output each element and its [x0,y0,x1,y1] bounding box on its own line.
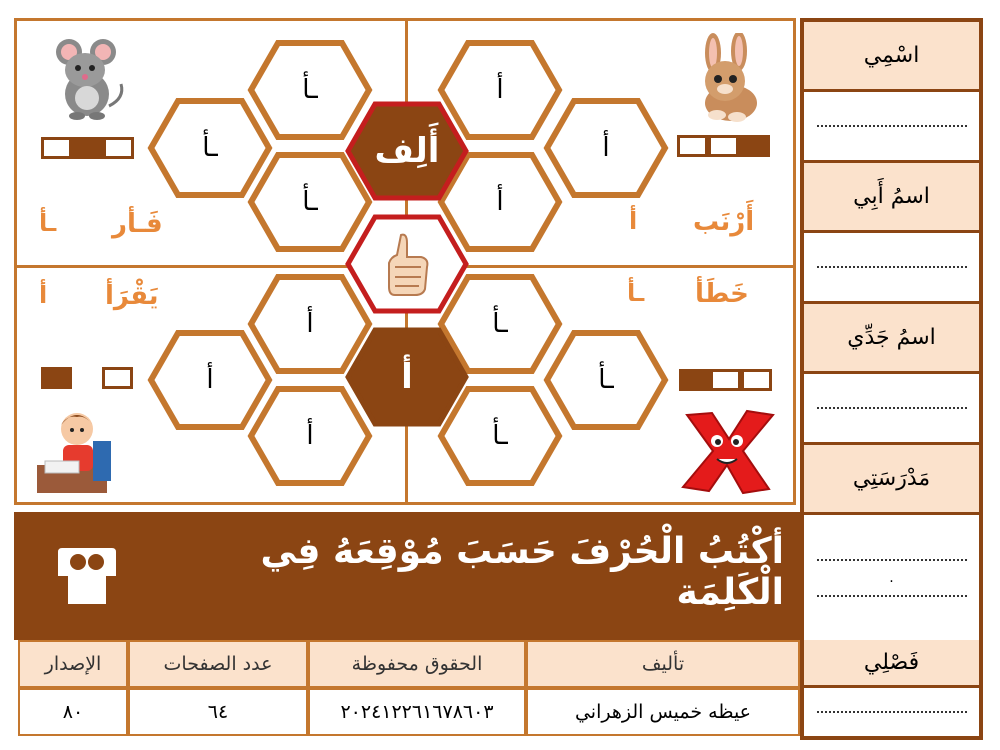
letter-hint: أ [629,207,638,235]
position-boxes-start [677,135,770,157]
dotted-line [817,266,967,268]
position-box-filled [739,135,770,157]
hex-letter: ـأ [492,309,508,339]
dotted-line [817,711,967,713]
class-label: فَصْلِي [800,640,983,688]
center-letter-name: أَلِف [374,131,440,171]
word-khata: خَطَأ [695,279,749,309]
student-info-panel [800,18,983,644]
footer-value-rights-code: ٢٠٢٤١٢٢٦١٦٧٨٦٠٣ [308,688,526,736]
word-yaqra: يَقْرَأ [105,281,159,311]
word-faar: فَـأر [112,209,163,239]
hex-letter: أ [306,309,314,339]
grandfather-name-label: اسمُ جَدِّي [804,304,979,374]
position-box [677,135,708,157]
hex-letter: أ [496,187,504,217]
footer-value-author: عيظه خميس الزهراني [526,688,800,736]
grandfather-name-field[interactable] [804,374,979,445]
hex-letter: ـأ [202,133,218,163]
hex-letter: أ [206,365,214,395]
word-arnab: أَرْنَب [693,207,755,237]
school-label: مَدْرَسَتِي [804,445,979,515]
dotted-line [817,125,967,127]
hex-letter: أ [602,133,610,163]
my-name-field[interactable] [804,92,979,163]
hex-letter: ـأ [598,365,614,395]
footer-value-pages: ٦٤ [128,688,308,736]
position-box-filled [72,137,103,159]
mouse-illustration [47,36,127,125]
letter-hint: ـأ [39,209,57,237]
center-hex-top [345,101,469,201]
center-letter: أ [401,357,413,397]
footer-header-author: تأليف [526,640,800,688]
reading-boy-illustration [35,405,115,501]
position-box-filled [41,367,72,389]
position-box [103,137,134,159]
position-box [710,369,741,391]
footer-header-rights: الحقوق محفوظة [308,640,526,688]
position-boxes-end [41,137,134,159]
hex-letter: ـأ [492,421,508,451]
dotted-line [817,407,967,409]
letter-hint: أ [39,281,48,309]
brand-logo-icon [54,546,120,610]
dotted-line [817,559,967,561]
my-name-label: اسْمِي [804,22,979,92]
center-hex-bottom [345,327,469,427]
position-box [708,135,739,157]
footer-table [18,640,800,740]
hex-letter: أ [496,75,504,105]
thumbs-up-icon [345,214,469,314]
activity-grid [14,18,796,505]
class-field[interactable] [800,688,983,740]
hex-letter: ـأ [302,75,318,105]
rabbit-illustration [687,33,767,129]
instruction-banner [14,512,800,640]
wrong-x-illustration [677,405,777,499]
school-dot: . [889,569,894,586]
instruction-title: أكْتُبُ الْحُرْفَ حَسَبَ مُوْقِعَهُ فِي الْكَلِمَة [260,531,784,613]
school-field[interactable] [804,515,979,640]
position-box [41,137,72,159]
position-boxes-end-isolated [41,367,133,389]
footer-value-edition: ٨٠ [18,688,128,736]
hex-letter: ـأ [302,187,318,217]
footer-header-pages: عدد الصفحات [128,640,308,688]
position-gap [72,367,102,389]
position-box [102,367,133,389]
father-name-field[interactable] [804,233,979,304]
father-name-label: اسمُ أَبِي [804,163,979,233]
position-box [741,369,772,391]
dotted-line [817,595,967,597]
center-hex-middle [345,214,469,314]
position-boxes-end [679,369,772,391]
hex-letter: أ [306,421,314,451]
footer-header-edition: الإصدار [18,640,128,688]
position-box-filled [679,369,710,391]
letter-hint: ـأ [627,279,645,307]
